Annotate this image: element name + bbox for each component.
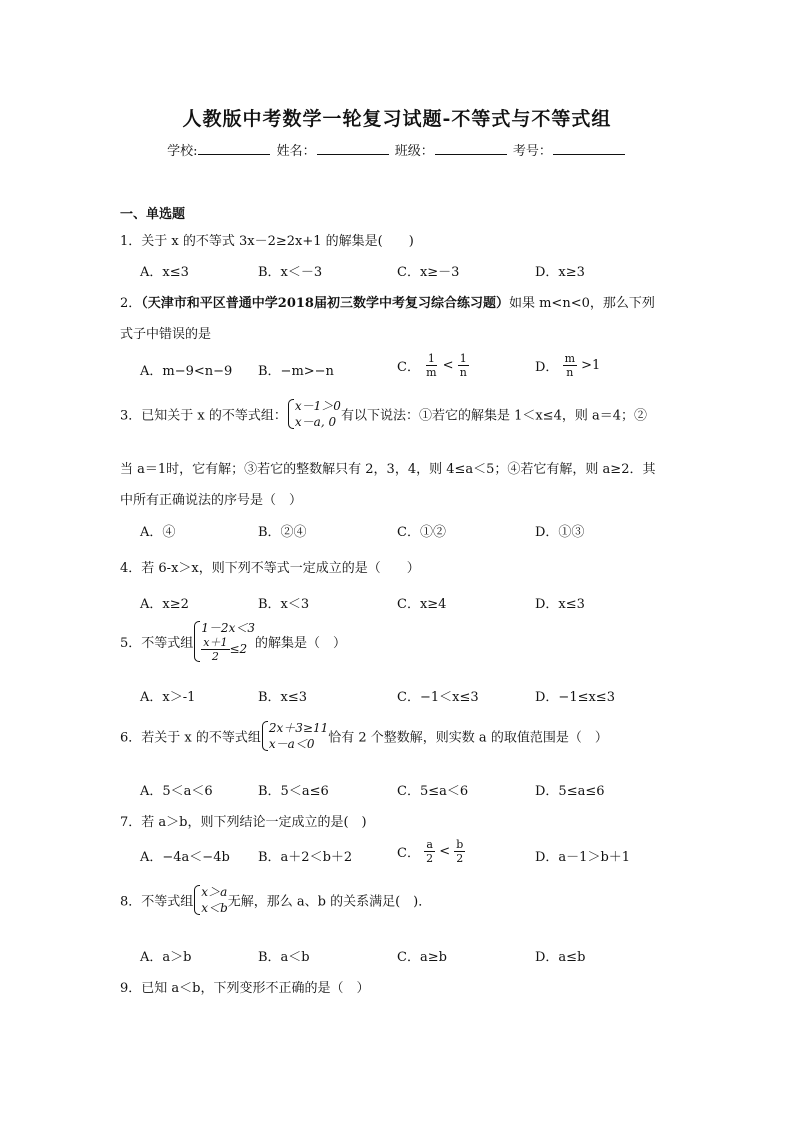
denominator: n: [459, 366, 467, 379]
option-d[interactable]: D．a－1＞b＋1: [535, 850, 631, 865]
question-text: 恰有 2 个整数解，则实数 a 的取值范围是（ ）: [328, 730, 608, 746]
option-d[interactable]: D．−1≤x≤3: [535, 690, 615, 705]
inequality-system: [287, 398, 341, 430]
question-1-options: [140, 261, 700, 279]
option-d[interactable]: D．5≤a≤6: [535, 784, 605, 799]
option-a[interactable]: A．④: [140, 525, 176, 540]
fraction: [424, 352, 438, 379]
question-source: （天津市和平区普通中学2018届初三数学中考复习综合练习题）: [141, 296, 509, 311]
option-b[interactable]: B．②④: [258, 525, 307, 540]
question-2-options: [140, 352, 700, 384]
option-b[interactable]: B．−m>−n: [258, 364, 334, 379]
denominator: n: [566, 366, 574, 379]
option-c[interactable]: C．①②: [397, 525, 446, 540]
inequality-system: [261, 720, 328, 752]
question-number: 1．: [120, 234, 142, 249]
denominator: m: [426, 366, 437, 379]
option-d[interactable]: D．①③: [535, 525, 585, 540]
question-number: 3．: [120, 408, 142, 424]
question-text: 不等式组: [141, 894, 194, 910]
system-row: x－a＜0: [268, 737, 315, 751]
option-c[interactable]: C．a≥b: [397, 950, 447, 965]
system-row: x＜b: [201, 901, 228, 915]
question-number: 4．: [120, 561, 142, 576]
question-4: [120, 557, 420, 576]
page-title: 人教版中考数学一轮复习试题-不等式与不等式组: [182, 108, 612, 130]
question-number: 5．: [120, 636, 142, 651]
option-a[interactable]: A．m−9<n−9: [140, 364, 233, 379]
question-number: 8．: [120, 894, 142, 910]
question-7-options: [140, 838, 700, 870]
numerator: b: [456, 838, 464, 851]
option-c[interactable]: [397, 838, 465, 865]
option-b[interactable]: B．x＜3: [258, 597, 310, 612]
fraction: [563, 352, 577, 379]
option-a[interactable]: A．x≥2: [140, 597, 189, 612]
option-a[interactable]: A．5＜a＜6: [140, 784, 213, 799]
numerator: 1: [459, 352, 467, 365]
fraction: [201, 636, 229, 663]
question-text: 的解集是（ ）: [254, 636, 346, 651]
question-text: 关于 x 的不等式 3x－2≥2x+1 的解集是( ): [141, 234, 414, 249]
option-a[interactable]: A．x＞-1: [140, 690, 196, 705]
numerator: x＋1: [203, 636, 228, 649]
numerator: m: [564, 352, 576, 365]
option-d-label: D．: [535, 360, 559, 375]
question-4-options: [140, 593, 700, 611]
question-6-options: [140, 780, 700, 798]
system-rest: ≤2: [229, 642, 248, 656]
operator: <: [439, 844, 451, 859]
fraction: [458, 352, 469, 379]
option-d[interactable]: [535, 352, 600, 379]
school-blank[interactable]: [198, 142, 270, 155]
option-a[interactable]: A．−4a＜−4b: [140, 850, 230, 865]
question-text: 如果 m<n<0，那么下列: [508, 296, 655, 311]
question-5-options: [140, 686, 700, 704]
question-text: 无解，那么 a、b 的关系满足( )．: [227, 894, 432, 910]
option-b[interactable]: B．5＜a≤6: [258, 784, 329, 799]
question-2-cont: 式子中错误的是: [120, 327, 212, 342]
system-row: x－1＞0: [294, 399, 341, 413]
fraction: [454, 838, 465, 865]
option-c[interactable]: [397, 352, 469, 379]
question-number: 9．: [120, 981, 142, 996]
option-c-label: C．: [397, 846, 420, 861]
question-text: 不等式组: [141, 636, 194, 651]
option-b[interactable]: B．a＜b: [258, 950, 310, 965]
option-a[interactable]: A．x≤3: [140, 265, 189, 280]
system-row: 1－2x＜3: [201, 621, 255, 635]
question-7: [120, 811, 367, 830]
option-c[interactable]: C．x≥4: [397, 597, 447, 612]
name-label: 姓名：: [276, 144, 316, 159]
option-a[interactable]: A．a＞b: [140, 950, 192, 965]
student-info-line: [0, 140, 794, 159]
fraction: [424, 838, 435, 865]
exam-no-label: 考号：: [512, 144, 552, 159]
option-c[interactable]: C．−1＜x≤3: [397, 690, 479, 705]
question-text: 若关于 x 的不等式组: [141, 730, 261, 746]
option-c-label: C．: [397, 360, 420, 375]
section-heading: 一、单选题: [120, 207, 186, 222]
question-text: 已知关于 x 的不等式组：: [141, 408, 287, 424]
system-row: x＞a: [201, 885, 228, 899]
question-2: [120, 292, 655, 311]
system-row: [201, 636, 255, 663]
option-b[interactable]: B．x≤3: [258, 690, 308, 705]
question-3-cont: 当 a＝1时，它有解；③若它的整数解只有 2，3，4，则 4≤a＜5；④若它有解，则 a≥2．其: [120, 462, 656, 477]
option-d[interactable]: D．x≤3: [535, 597, 585, 612]
question-number: 6．: [120, 730, 142, 746]
question-9: [120, 977, 370, 996]
question-5: [120, 620, 346, 663]
question-3-cont: 中所有正确说法的序号是（ ）: [120, 493, 303, 508]
class-label: 班级：: [394, 144, 434, 159]
numerator: a: [426, 838, 433, 851]
question-3: [120, 398, 647, 430]
name-blank[interactable]: [317, 142, 389, 155]
option-c[interactable]: C．x≥－3: [397, 265, 460, 280]
denominator: 2: [456, 852, 464, 865]
question-text: 若 a＞b，则下列结论一定成立的是( ): [141, 815, 367, 830]
option-d[interactable]: D．x≥3: [535, 265, 585, 280]
question-3-options: [140, 521, 700, 539]
question-text: 有以下说法：①若它的解集是 1＜x≤4，则 a＝4；②: [340, 408, 647, 424]
question-text: 若 6-x＞x，则下列不等式一定成立的是（ ）: [141, 561, 420, 576]
question-1: [120, 230, 414, 249]
operator: <: [442, 358, 454, 373]
school-label: 学校:: [167, 144, 198, 159]
option-d[interactable]: D．a≤b: [535, 950, 586, 965]
question-8: [120, 884, 431, 916]
operator: >1: [581, 358, 601, 373]
option-c[interactable]: C．5≤a＜6: [397, 784, 469, 799]
question-text: 已知 a＜b，下列变形不正确的是（ ）: [141, 981, 370, 996]
question-number: 7．: [120, 815, 142, 830]
question-number: 2．: [120, 296, 142, 311]
inequality-system: [193, 620, 255, 663]
question-8-options: [140, 946, 700, 964]
denominator: 2: [426, 852, 434, 865]
option-b[interactable]: B．a＋2＜b＋2: [258, 850, 353, 865]
system-row: 2x＋3≥11: [268, 721, 329, 735]
inequality-system: [193, 884, 227, 916]
option-b[interactable]: B．x＜－3: [258, 265, 323, 280]
class-blank[interactable]: [435, 142, 507, 155]
system-row: x－a, 0: [294, 415, 337, 429]
denominator: 2: [211, 650, 219, 663]
exam-no-blank[interactable]: [553, 142, 625, 155]
numerator: 1: [427, 352, 435, 365]
question-6: [120, 720, 608, 752]
